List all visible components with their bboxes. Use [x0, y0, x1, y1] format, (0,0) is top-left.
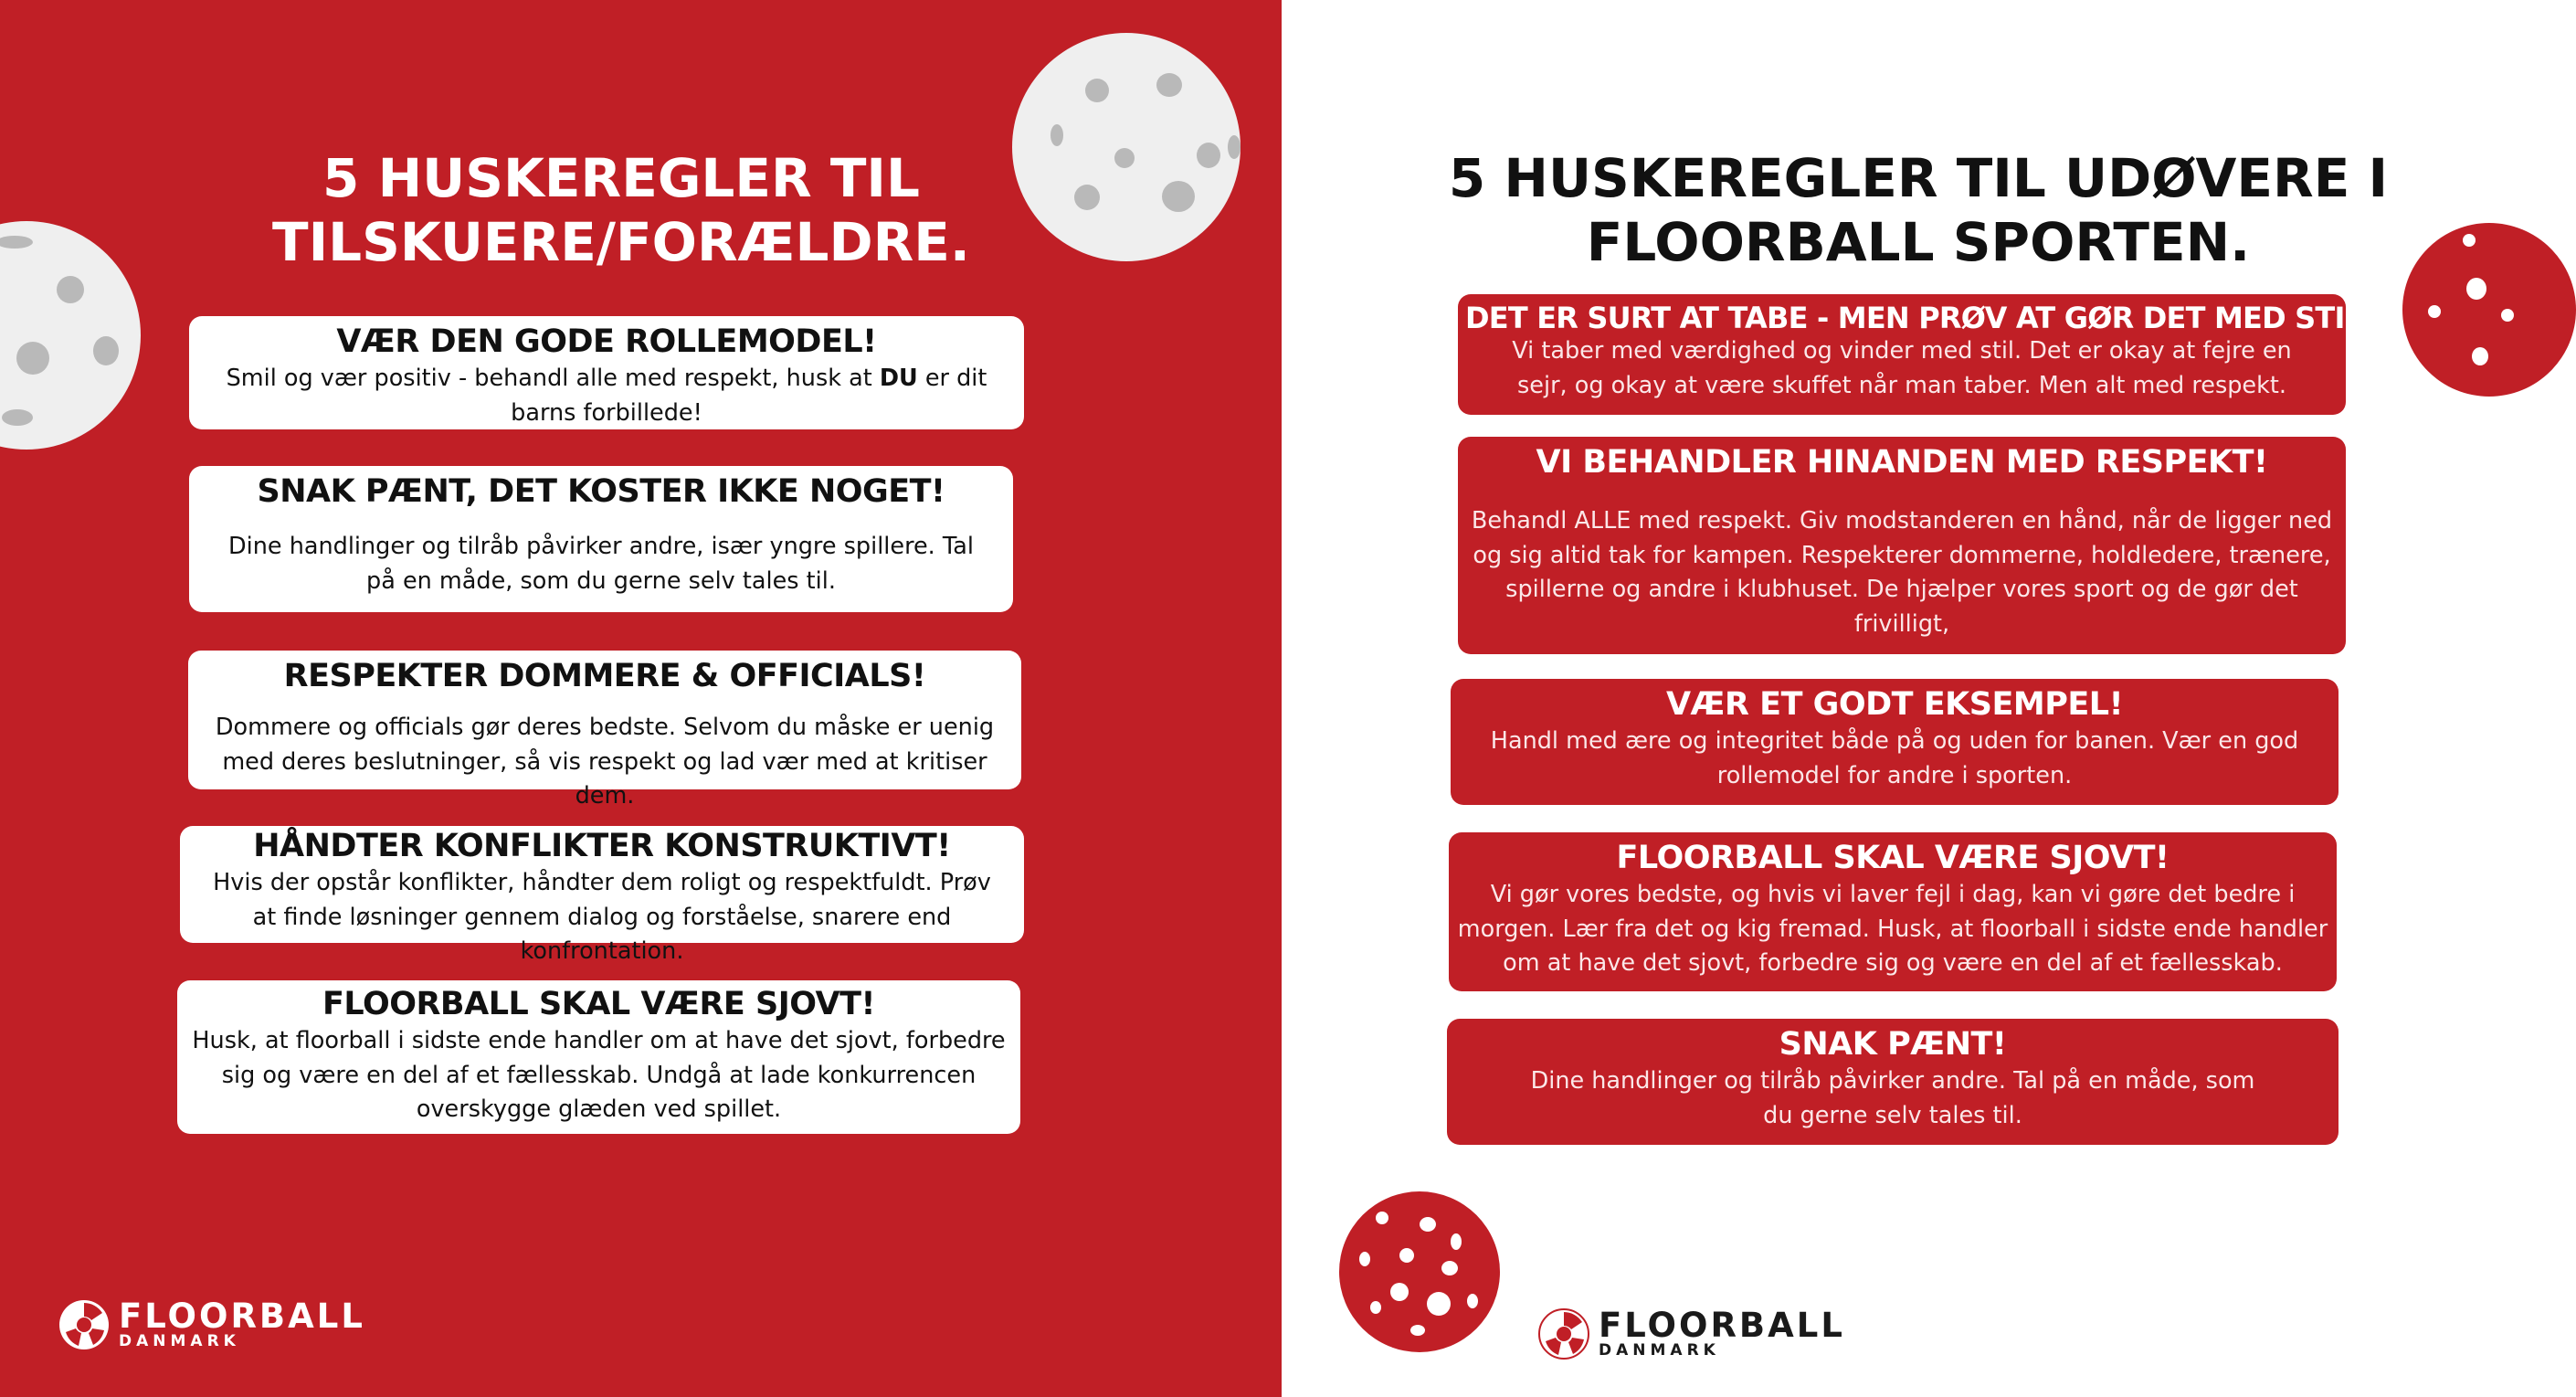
card-title: SNAK PÆNT, DET KOSTER IKKE NOGET! — [257, 473, 945, 510]
logo-name: FLOORBALL — [119, 1296, 365, 1336]
card-title: HÅNDTER KONFLIKTER KONSTRUKTIVT! — [253, 828, 951, 864]
floorball-danmark-logo — [1538, 1308, 1845, 1360]
card-body: Dommere og officials gør deres bedste. Selvom du måske er uenig med deres beslutninger, så vis respekt og lad vær med at kritiser dem. — [215, 714, 995, 810]
logo-sub: DANMARK — [1599, 1341, 1720, 1360]
floorball-ball-icon — [1012, 33, 1240, 261]
card-body: Vi gør vores bedste, og hvis vi laver fejl i dag, kan vi gøre det bedre i morgen. Lær fra det og kig fremad. Husk, at floorball i sidste ende handler om at have det sjovt, forbedre sig og være en del af et fællesskab. — [1457, 881, 2328, 977]
right-title-line1: 5 HUSKEREGLER TIL UDØVERE I — [1448, 147, 2389, 209]
card-body: Hvis der opstår konflikter, håndter dem roligt og respektfuldt. Prøv at finde løsninger gennem dialog og forståelse, snarere end konfrontation. — [213, 869, 991, 965]
spectator-rule-card-4 — [180, 826, 1024, 965]
right-title-line2: FLOORBALL SPORTEN. — [1586, 211, 2251, 273]
spectator-rule-card-5 — [177, 980, 1020, 1134]
floorball-ball-icon — [1339, 1191, 1500, 1352]
logo-sub: DANMARK — [119, 1332, 240, 1350]
card-body: Dine handlinger og tilråb påvirker andre. Tal på en måde, som du gerne selv tales til. — [1530, 1067, 2255, 1129]
left-panel — [0, 0, 1282, 1397]
player-rule-card-1 — [1458, 294, 2363, 415]
left-title — [183, 146, 1060, 274]
card-title: VÆR ET GODT EKSEMPEL! — [1665, 686, 2124, 723]
card-body: Smil og vær positiv - behandl alle med respekt, husk at DU er dit barns forbillede! — [226, 365, 987, 427]
player-rule-card-2 — [1458, 437, 2346, 654]
card-body: Dine handlinger og tilråb påvirker andre, især yngre spillere. Tal på en måde, som du gerne selv tales til. — [228, 533, 974, 595]
player-rule-card-4 — [1449, 832, 2337, 991]
card-title: SNAK PÆNT! — [1779, 1026, 2007, 1063]
floorball-ball-icon — [0, 221, 141, 450]
floorball-danmark-logo-icon — [58, 1299, 110, 1350]
left-title-line1: 5 HUSKEREGLER TIL — [322, 147, 920, 209]
floorball-danmark-logo-icon — [1538, 1308, 1589, 1360]
card-title: FLOORBALL SKAL VÆRE SJOVT! — [322, 986, 875, 1022]
logo-name: FLOORBALL — [1599, 1306, 1845, 1345]
floorball-ball-icon — [2402, 223, 2576, 397]
floorball-danmark-logo — [58, 1296, 365, 1350]
card-title: VÆR DEN GODE ROLLEMODEL! — [336, 323, 877, 360]
card-body: Vi taber med værdighed og vinder med stil. Det er okay at fejre en sejr, og okay at være skuffet når man taber. Men alt med respekt. — [1512, 337, 2292, 399]
player-rule-card-5 — [1447, 1019, 2338, 1145]
spectator-rule-card-3 — [188, 651, 1021, 810]
card-body: Behandl ALLE med respekt. Giv modstanderen en hånd, når de ligger ned og sig altid tak for kampen. Respekterer dommerne, holdledere, trænere, spillerne og andre i klubhuset. De hjælper vores sport og de gør det frivilligt, — [1471, 507, 2333, 638]
card-title: FLOORBALL SKAL VÆRE SJOVT! — [1616, 840, 2170, 876]
card-body: Husk, at floorball i sidste ende handler om at have det sjovt, forbedre sig og være en del af et fællesskab. Undgå at lade konkurrencen overskygge glæden ved spillet. — [192, 1027, 1006, 1123]
card-title: VI BEHANDLER HINANDEN MED RESPEKT! — [1536, 444, 2268, 481]
left-title-line2: TILSKUERE/FORÆLDRE. — [272, 211, 970, 273]
card-title: RESPEKTER DOMMERE & OFFICIALS! — [283, 658, 926, 694]
right-title — [1388, 146, 2448, 274]
spectator-rule-card-2 — [189, 466, 1013, 612]
spectator-rule-card-1 — [189, 316, 1024, 429]
card-body: Handl med ære og integritet både på og uden for banen. Vær en god rollemodel for andre i sporten. — [1490, 727, 2299, 789]
card-title: DET ER SURT AT TABE - MEN PRØV AT GØR DET MED STIL — [1465, 301, 2363, 335]
player-rule-card-3 — [1451, 679, 2338, 805]
